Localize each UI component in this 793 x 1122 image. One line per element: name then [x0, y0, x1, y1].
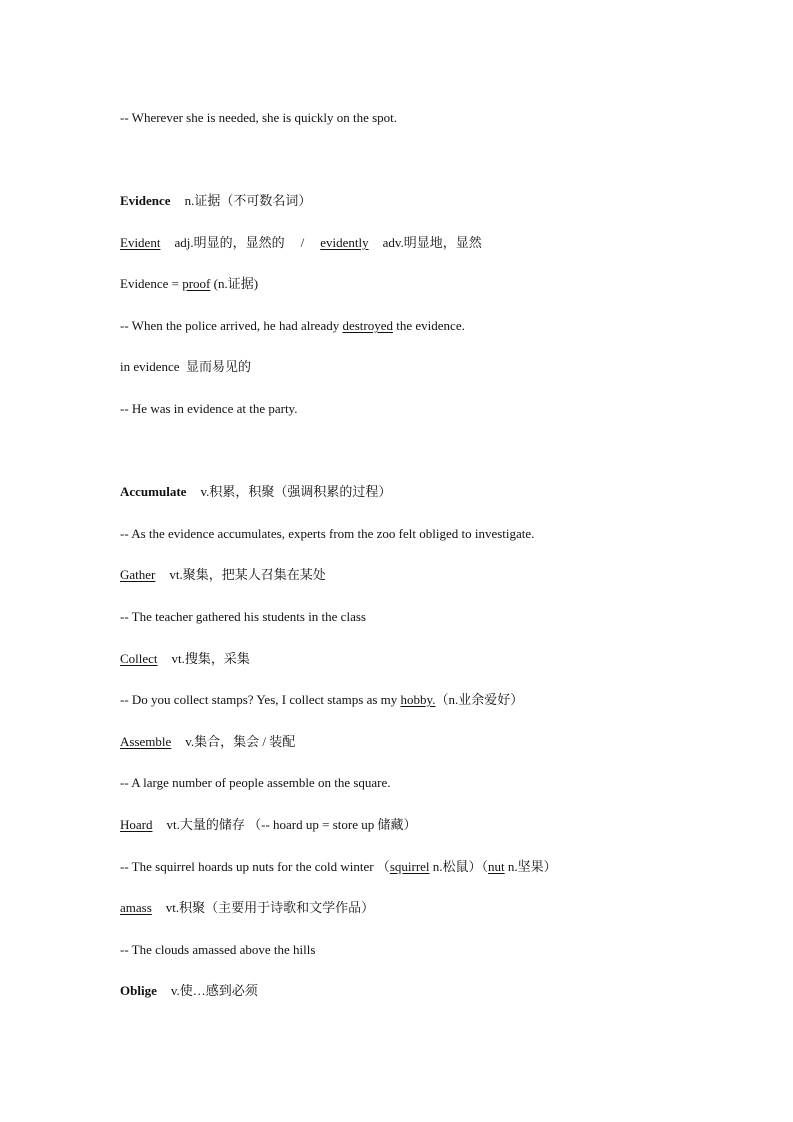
text: n.松鼠）（ — [429, 859, 489, 874]
text: -- When the police arrived, he had already — [120, 318, 343, 333]
definition: v.使…感到必须 — [170, 983, 258, 998]
example-sentence: -- He was in evidence at the party. — [120, 401, 298, 416]
example-sentence: -- A large number of people assemble on the square. — [120, 775, 391, 790]
example-sentence: -- The teacher gathered his students in the class — [120, 609, 366, 624]
definition: v.积累，积聚（强调积累的过程） — [200, 484, 392, 499]
definition: vt.聚集，把某人召集在某处 — [169, 567, 326, 582]
example-sentence — [120, 318, 465, 334]
headword: Assemble — [120, 734, 172, 749]
vocab-entry — [120, 734, 295, 750]
text: -- Do you collect stamps? Yes, I collect stamps as my — [120, 692, 401, 707]
definition: adv.明显地，显然 — [382, 235, 482, 250]
keyword: proof — [182, 276, 211, 291]
keyword: squirrel — [389, 859, 430, 874]
headword: Oblige — [120, 983, 157, 998]
headword: Gather — [120, 567, 156, 582]
text: -- The squirrel hoards up nuts for the cold winter （ — [120, 859, 390, 874]
text: (n.证据) — [210, 276, 259, 291]
keyword: nut — [488, 859, 505, 874]
vocab-entry — [120, 235, 482, 251]
phrase-entry: in evidence 显而易见的 — [120, 359, 252, 374]
headword: Evidence — [120, 193, 171, 208]
text: （n.业余爱好） — [435, 692, 524, 707]
example-sentence: -- Wherever she is needed, she is quickly on the spot. — [120, 110, 398, 125]
headword: Evident — [120, 235, 161, 250]
definition: n.证据（不可数名词） — [184, 193, 312, 208]
headword: Hoard — [120, 817, 153, 832]
definition: vt.搜集，采集 — [171, 651, 250, 666]
keyword: hobby. — [400, 692, 436, 707]
vocab-entry — [120, 484, 391, 500]
keyword: destroyed — [342, 318, 394, 333]
vocab-entry — [120, 276, 258, 292]
text: Evidence = — [120, 276, 183, 291]
separator: / — [300, 235, 305, 250]
vocab-entry — [120, 900, 374, 916]
vocab-entry — [120, 983, 258, 999]
headword: evidently — [320, 235, 369, 250]
text: the evidence. — [393, 318, 465, 333]
headword: Accumulate — [120, 484, 187, 499]
example-sentence: -- As the evidence accumulates, experts from the zoo felt obliged to investigate. — [120, 526, 535, 541]
headword: amass — [120, 900, 152, 915]
headword: Collect — [120, 651, 158, 666]
definition: vt.积聚（主要用于诗歌和文学作品） — [165, 900, 375, 915]
vocab-entry — [120, 817, 416, 833]
vocab-entry — [120, 651, 250, 667]
example-sentence: -- The clouds amassed above the hills — [120, 942, 316, 957]
example-sentence — [120, 692, 523, 708]
text: n.坚果） — [504, 859, 557, 874]
definition: vt.大量的储存 （-- hoard up = store up 储藏） — [166, 817, 417, 832]
definition: v.集合，集会 / 装配 — [185, 734, 296, 749]
definition: adj.明显的，显然的 — [174, 235, 285, 250]
example-sentence — [120, 859, 557, 875]
vocab-entry — [120, 567, 326, 583]
vocab-entry — [120, 193, 311, 209]
